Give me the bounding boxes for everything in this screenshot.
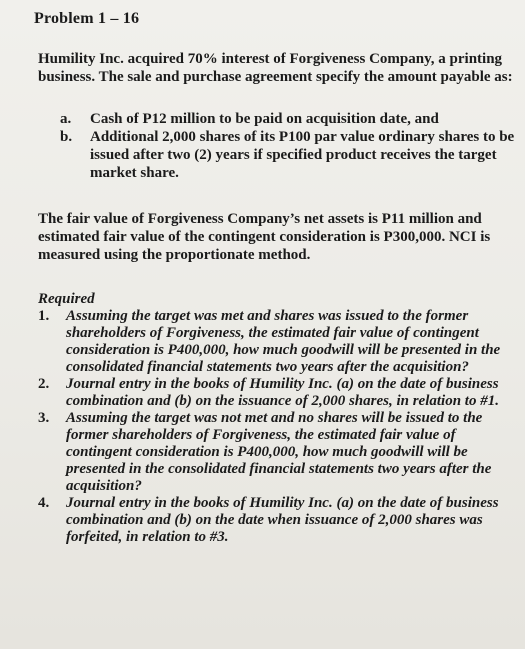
list-item-text: Cash of P12 million to be paid on acquisition date, and: [90, 111, 439, 127]
list-marker: b.: [60, 129, 73, 145]
list-item: [38, 495, 516, 546]
required-heading: Required: [38, 291, 95, 307]
list-item-text: Additional 2,000 shares of its P100 par value ordinary shares to be issued after two (2) years if specified product receives the target market share.: [90, 129, 515, 181]
list-item-text: Journal entry in the books of Humility Inc. (a) on the date of business combination and (b) on the issuance of 2,000 shares, in relation to #1.: [66, 376, 499, 409]
fair-value-paragraph: The fair value of Forgiveness Company’s net assets is P11 million and estimated fair value of the contingent consideration is P300,000. NCI is measured using the proportionate method.: [38, 211, 491, 263]
list-marker: 1.: [38, 308, 50, 324]
problem-title: Problem 1 – 16: [34, 10, 140, 27]
list-item: [38, 376, 516, 410]
list-marker: 3.: [38, 410, 50, 426]
problem-intro: Humility Inc. acquired 70% interest of Forgiveness Company, a printing business. The sale and purchase agreement specify the amount payable as:: [38, 51, 513, 85]
list-item-text: Assuming the target was not met and no shares will be issued to the former shareholders of Forgiveness, the estimated fair value of contingent consideration is P400,000, how much goodwill will be presented in the consolidated financial statements two years after the acquisition?: [66, 410, 492, 494]
list-item-text: Journal entry in the books of Humility Inc. (a) on the date of business combination and (b) on the date when issuance of 2,000 shares was forfeited, in relation to #3.: [66, 495, 499, 545]
required-list: [38, 308, 516, 546]
list-marker: a.: [60, 111, 72, 127]
list-item: [38, 410, 516, 495]
list-item: [38, 308, 516, 376]
list-item: [38, 128, 516, 182]
payment-terms-list: [38, 110, 516, 182]
list-marker: 4.: [38, 495, 50, 511]
list-item: [38, 110, 516, 128]
list-marker: 2.: [38, 376, 50, 392]
list-item-text: Assuming the target was met and shares was issued to the former shareholders of Forgiveness, the estimated fair value of contingent consideration is P400,000, how much goodwill will be presented in the consolidated financial statements two years after the acquisition?: [66, 308, 501, 375]
